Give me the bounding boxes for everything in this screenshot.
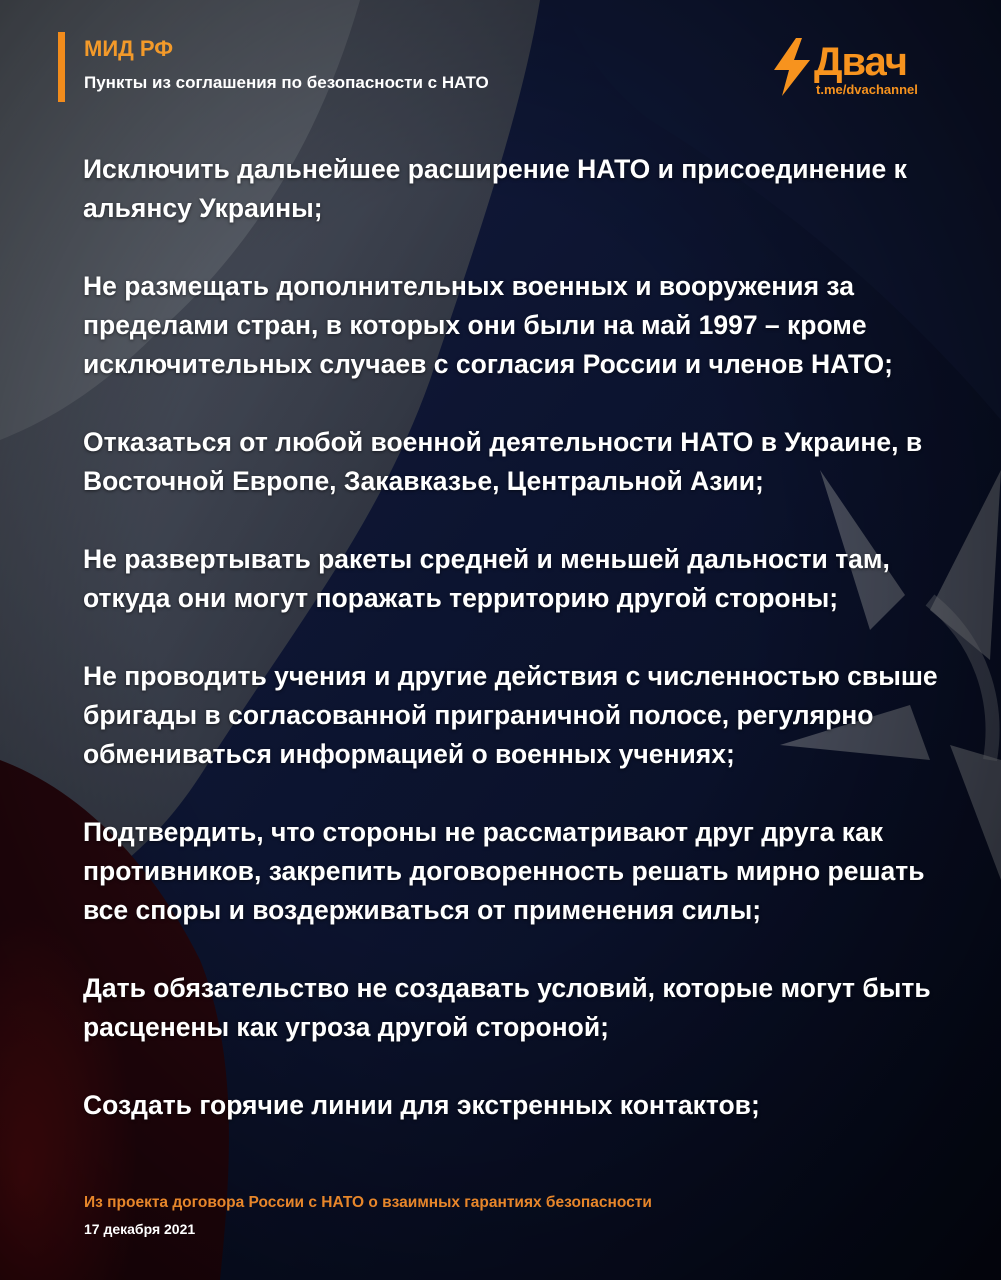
agreement-point: Подтвердить, что стороны не рассматривают друг друга как противников, закрепить договоренность решать мирно решать все споры и воздерживаться от применения силы; xyxy=(83,817,925,925)
lightning-bolt-icon xyxy=(772,38,812,96)
agreement-point: Дать обязательство не создавать условий, которые могут быть расценены как угроза другой стороной; xyxy=(83,973,931,1042)
footer xyxy=(84,1194,652,1237)
source-title: МИД РФ xyxy=(84,36,174,61)
subtitle: Пункты из соглашения по безопасности с НАТО xyxy=(84,73,489,92)
logo-name: Двач xyxy=(814,40,908,84)
footer-source-note: Из проекта договора России с НАТО о взаимных гарантиях безопасности xyxy=(84,1194,652,1211)
agreement-point: Исключить дальнейшее расширение НАТО и присоединение к альянсу Украины; xyxy=(83,154,907,223)
agreement-points-list xyxy=(83,150,963,1164)
agreement-point: Не размещать дополнительных военных и вооружения за пределами стран, в которых они были на май 1997 – кроме исключительных случаев с согласия России и членов НАТО; xyxy=(83,271,893,379)
agreement-point: Отказаться от любой военной деятельности НАТО в Украине, в Восточной Европе, Закавказье, Центральной Азии; xyxy=(83,427,923,496)
agreement-point: Создать горячие линии для экстренных контактов; xyxy=(83,1090,760,1120)
agreement-point: Не проводить учения и другие действия с численностью свыше бригады в согласованной приграничной полосе, регулярно обмениваться информацией о военных учениях; xyxy=(83,661,938,769)
logo-handle: t.me/dvachannel xyxy=(816,82,918,97)
dvach-logo xyxy=(772,36,932,100)
agreement-point: Не развертывать ракеты средней и меньшей дальности там, откуда они могут поражать территорию другой стороны; xyxy=(83,544,890,613)
accent-bar xyxy=(58,32,65,102)
footer-date: 17 декабря 2021 xyxy=(84,1221,196,1237)
